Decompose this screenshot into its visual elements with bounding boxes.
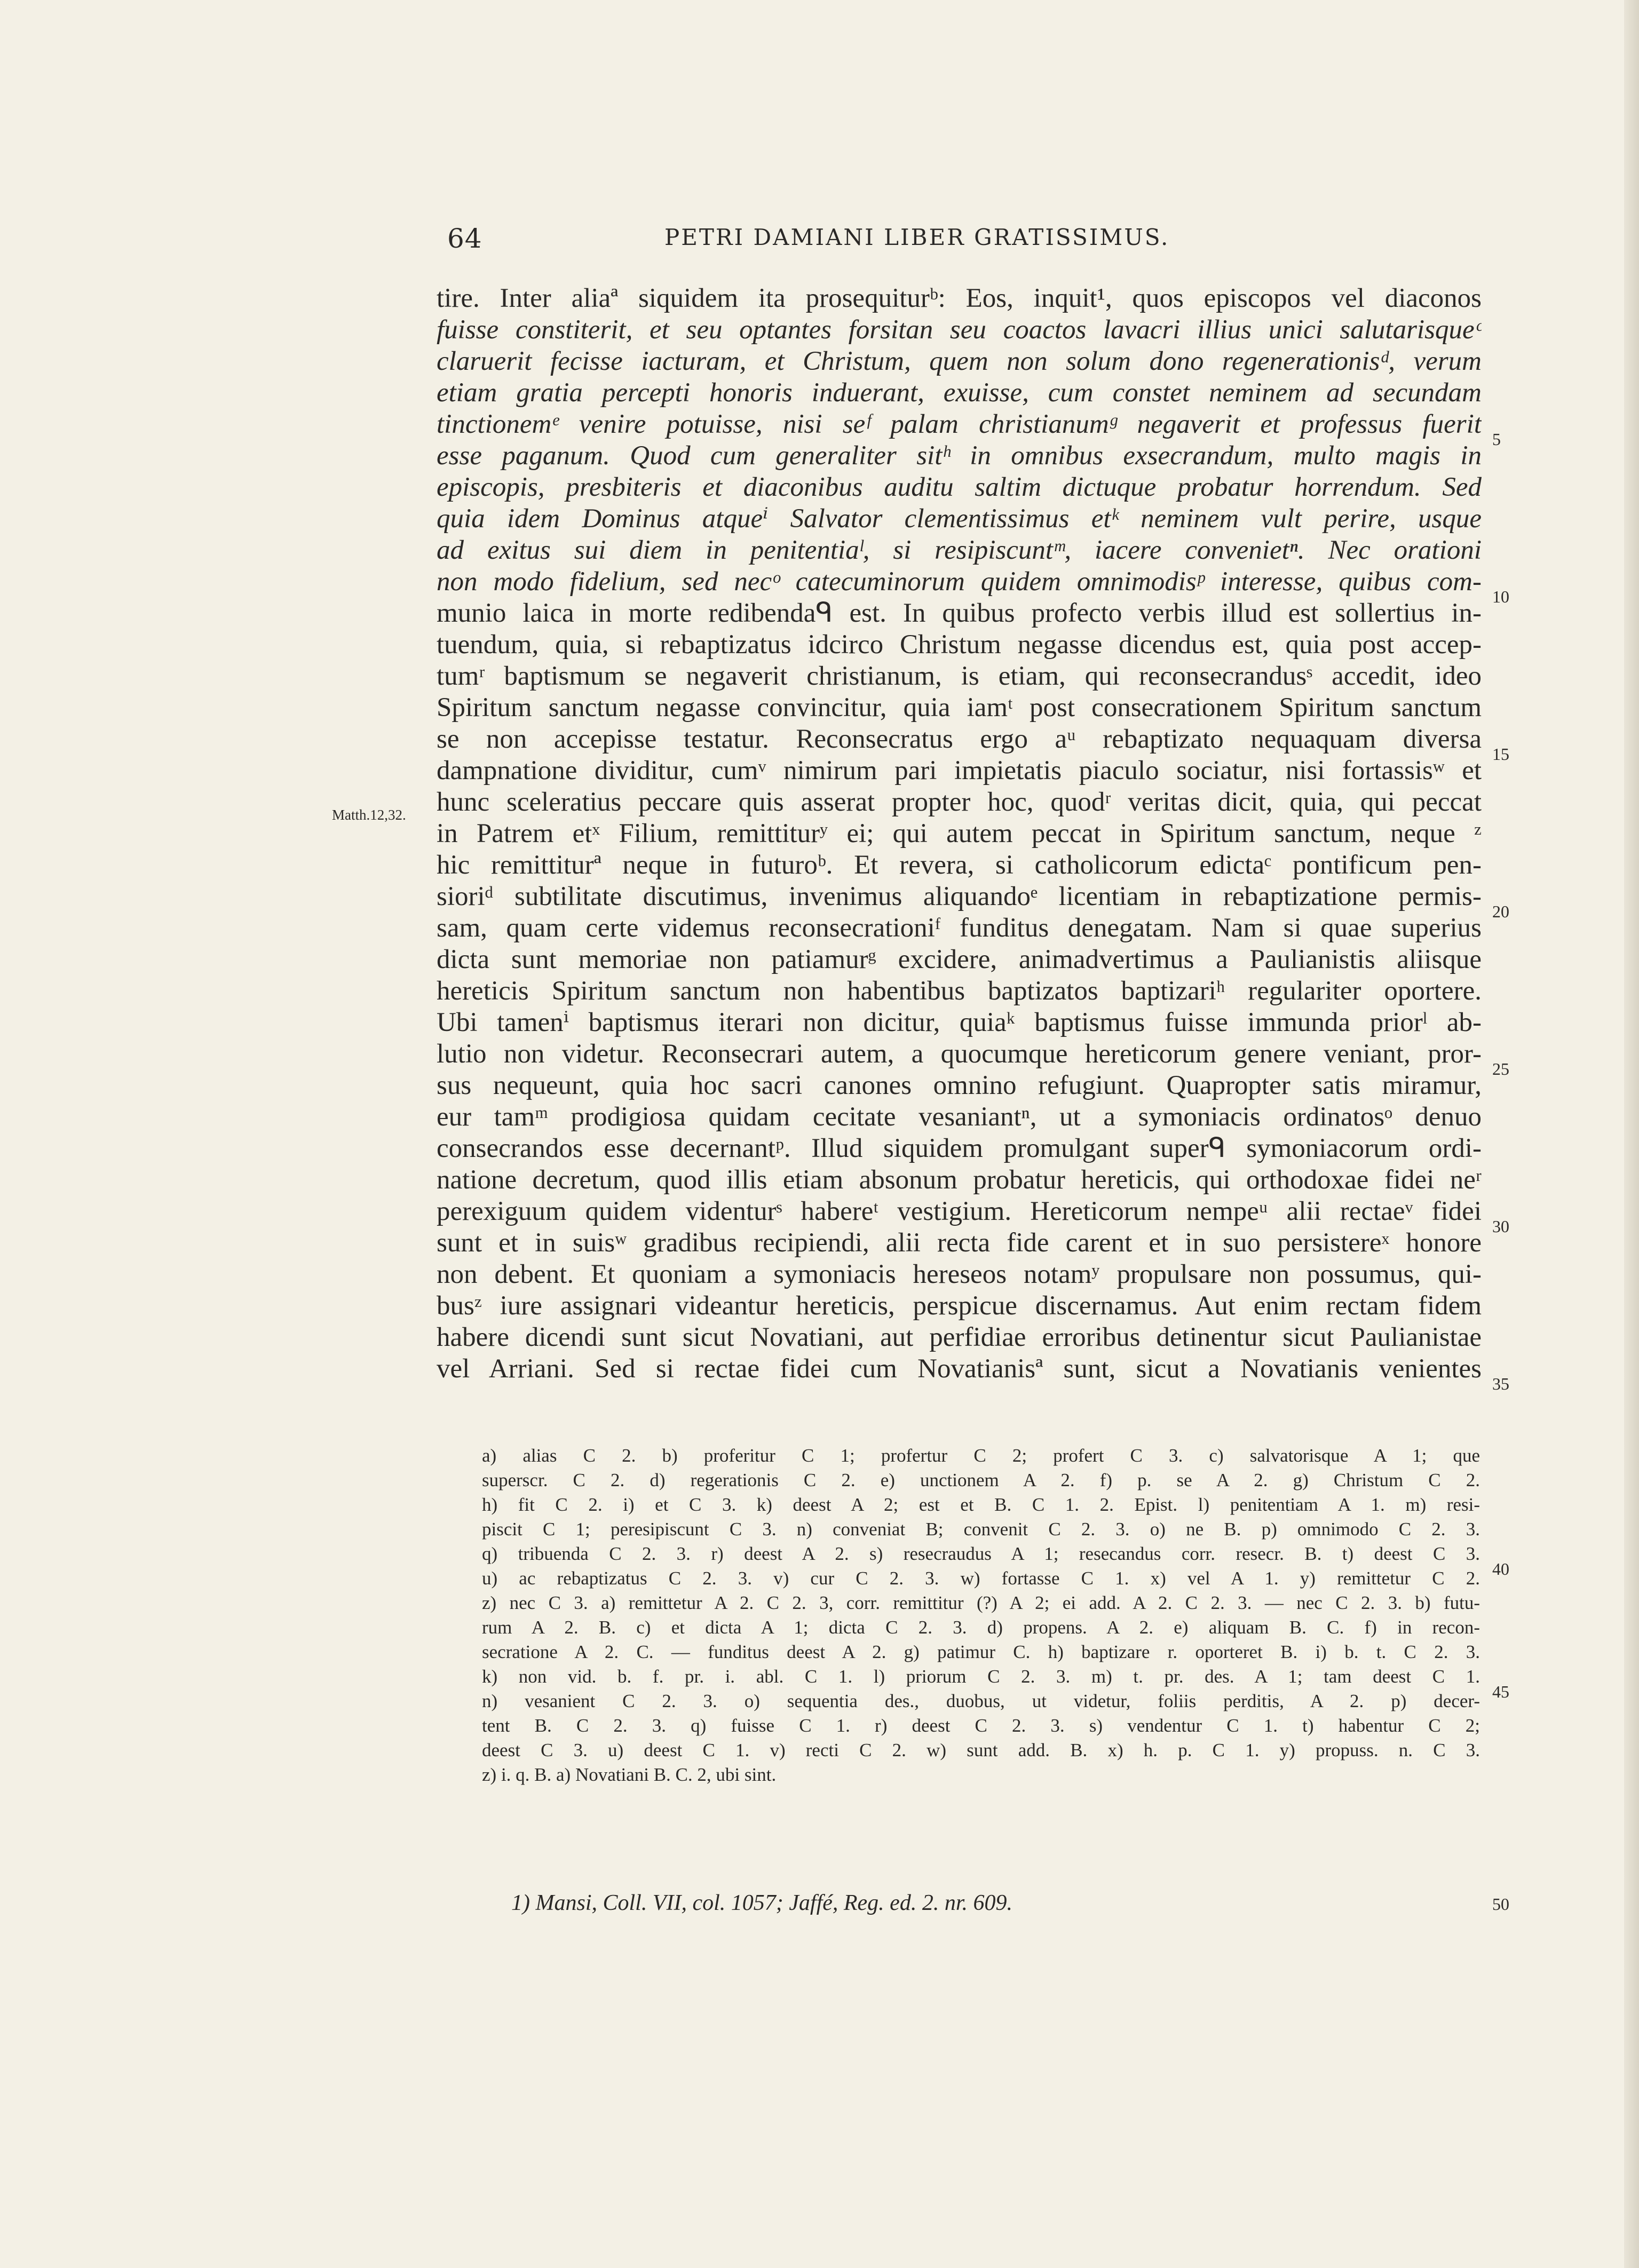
text-line: sam, quam certe videmus reconsecrationiᶠ funditus denegatam. Nam si quae superius — [437, 913, 1482, 943]
text-line: consecrandos esse decernantᵖ. Illud siquidem promulgant superᑫ symoniacorum ordi- — [437, 1133, 1482, 1163]
text-line: tumʳ baptismum se negaverit christianum, is etiam, qui reconsecrandusˢ accedit, ideo — [437, 661, 1482, 691]
line-number: 25 — [1492, 1059, 1509, 1079]
page-number: 64 — [447, 223, 482, 254]
text-line: busᶻ iure assignari videantur hereticis, perspicue discernamus. Aut enim rectam fidem — [437, 1291, 1482, 1321]
running-head: PETRI DAMIANI LIBER GRATISSIMUS. — [664, 224, 1170, 250]
main-text — [437, 283, 1482, 1385]
text-line: Spiritum sanctum negasse convincitur, quia iamᵗ post consecrationem Spiritum sanctum — [437, 693, 1482, 723]
text-line: dicta sunt memoriae non patiamurᵍ excidere, animadvertimus a Paulianistis aliisque — [437, 945, 1482, 974]
text-line: vel Arriani. Sed si rectae fidei cum Novatianisª sunt, sicut a Novatianis venientes — [437, 1354, 1482, 1384]
text-line: eur tamᵐ prodigiosa quidam cecitate vesaniantⁿ, ut a symoniacis ordinatosᵒ denuo — [437, 1102, 1482, 1132]
text-line: fuisse constiterit, et seu optantes forsitan seu coactos lavacri illius unici salutarisqueᶜ — [437, 315, 1482, 345]
text-line: Ubi tamenⁱ baptismus iterari non dicitur, quiaᵏ baptismus fuisse immunda priorˡ ab- — [437, 1008, 1482, 1037]
apparatus-line: a) alias C 2. b) proferitur C 1; profertur C 2; profert C 3. c) salvatorisque A 1; que — [482, 1445, 1480, 1466]
apparatus-line: rum A 2. B. c) et dicta A 1; dicta C 2. 3. d) propens. A 2. e) aliquam B. C. f) in recon- — [482, 1617, 1480, 1638]
line-number: 50 — [1492, 1894, 1509, 1914]
apparatus-line: k) non vid. b. f. pr. i. abl. C 1. l) priorum C 2. 3. m) t. pr. des. A 1; tam deest C 1. — [482, 1666, 1480, 1687]
apparatus-line: piscit C 1; peresipiscunt C 3. n) conveniat B; convenit C 2. 3. o) ne B. p) omnimodo C 2. 3. — [482, 1519, 1480, 1540]
text-line: lutio non videtur. Reconsecrari autem, a quocumque hereticorum genere veniant, pror- — [437, 1039, 1482, 1069]
text-line: se non accepisse testatur. Reconsecratus ergo aᵘ rebaptizato nequaquam diversa — [437, 724, 1482, 754]
text-line: munio laica in morte redibendaᑫ est. In quibus profecto verbis illud est sollertius in- — [437, 598, 1482, 628]
apparatus-line: superscr. C 2. d) regerationis C 2. e) unctionem A 2. f) p. se A 2. g) Christum C 2. — [482, 1470, 1480, 1490]
margin-reference: Matth.12,32. — [332, 807, 406, 823]
line-number: 40 — [1492, 1559, 1509, 1579]
line-number: 10 — [1492, 587, 1509, 606]
apparatus-line: h) fit C 2. i) et C 3. k) deest A 2; est et B. C 1. 2. Epist. l) penitentiam A 1. m) resi- — [482, 1494, 1480, 1515]
text-line: in Patrem etˣ Filium, remittiturʸ ei; qui autem peccat in Spiritum sanctum, neque ᶻ — [437, 819, 1482, 848]
text-line: habere dicendi sunt sicut Novatiani, aut perfidiae erroribus detinentur sicut Paulianistae — [437, 1322, 1482, 1352]
text-line: non modo fidelium, sed necᵒ catecuminorum quidem omnimodisᵖ interesse, quibus com- — [437, 567, 1482, 597]
text-line: tire. Inter aliaª siquidem ita prosequiturᵇ: Eos, inquit¹, quos episcopos vel diaconos — [437, 283, 1482, 313]
line-number: 45 — [1492, 1682, 1509, 1701]
text-line: tuendum, quia, si rebaptizatus idcirco Christum negasse dicendus est, quia post accep- — [437, 630, 1482, 660]
text-line: hic remittiturª neque in futuroᵇ. Et revera, si catholicorum edictaᶜ pontificum pen- — [437, 850, 1482, 880]
apparatus-line: u) ac rebaptizatus C 2. 3. v) cur C 2. 3. w) fortasse C 1. x) vel A 1. y) remittetur C 2. — [482, 1568, 1480, 1589]
text-line: quia idem Dominus atqueⁱ Salvator clementissimus etᵏ neminem vult perire, usque — [437, 504, 1482, 534]
apparatus-line: deest C 3. u) deest C 1. v) recti C 2. w) sunt add. B. x) h. p. C 1. y) propuss. n. C 3. — [482, 1740, 1480, 1761]
apparatus-line: q) tribuenda C 2. 3. r) deest A 2. s) resecraudus A 1; resecandus corr. resecr. B. t) deest C 3. — [482, 1543, 1480, 1564]
apparatus-line: tent B. C 2. 3. q) fuisse C 1. r) deest C 2. 3. s) vendentur C 1. t) habentur C 2; — [482, 1715, 1480, 1736]
apparatus-line: z) i. q. B. a) Novatiani B. C. 2, ubi sint. — [482, 1764, 777, 1785]
text-line: hunc sceleratius peccare quis asserat propter hoc, quodʳ veritas dicit, quia, qui peccat — [437, 787, 1482, 817]
text-line: episcopis, presbiteris et diaconibus auditu saltim dictuque probatur horrendum. Sed — [437, 472, 1482, 502]
text-line: sioriᵈ subtilitate discutimus, invenimus aliquandoᵉ licentiam in rebaptizatione permis- — [437, 882, 1482, 911]
text-line: tinctionemᵉ venire potuisse, nisi seᶠ palam christianumᵍ negaverit et professus fuerit — [437, 409, 1482, 439]
text-line: sus nequeunt, quia hoc sacri canones omnino refugiunt. Quapropter satis miramur, — [437, 1070, 1482, 1100]
critical-apparatus — [482, 1444, 1480, 1787]
line-number: 35 — [1492, 1374, 1509, 1393]
apparatus-line: n) vesanient C 2. 3. o) sequentia des., duobus, ut videtur, foliis perditis, A 2. p) decer- — [482, 1691, 1480, 1711]
text-line: natione decretum, quod illis etiam absonum probatur hereticis, qui orthodoxae fidei neʳ — [437, 1165, 1482, 1195]
source-footnote: 1) Mansi, Coll. VII, col. 1057; Jaffé, Reg. ed. 2. nr. 609. — [511, 1891, 1013, 1915]
text-line: perexiguum quidem videnturˢ habereᵗ vestigium. Hereticorum nempeᵘ alii rectaeᵛ fidei — [437, 1196, 1482, 1226]
text-line: non debent. Et quoniam a symoniacis hereseos notamʸ propulsare non possumus, qui- — [437, 1259, 1482, 1289]
line-number: 5 — [1492, 430, 1501, 449]
text-line: esse paganum. Quod cum generaliter sitʰ in omnibus exsecrandum, multo magis in — [437, 441, 1482, 471]
apparatus-line: z) nec C 3. a) remittetur A 2. C 2. 3, corr. remittitur (?) A 2; ei add. A 2. C 2. 3. — nec C 2. 3. b) futu- — [482, 1592, 1480, 1613]
line-number: 20 — [1492, 902, 1509, 921]
text-line: etiam gratia percepti honoris induerant, exuisse, cum constet neminem ad secundam — [437, 378, 1482, 408]
text-line: hereticis Spiritum sanctum non habentibus baptizatos baptizariʰ regulariter oportere. — [437, 976, 1482, 1006]
apparatus-line: secratione A 2. C. — funditus deest A 2. g) patimur C. h) baptizare r. oporteret B. i) b. t. C 2. 3. — [482, 1641, 1480, 1662]
text-line: dampnatione dividitur, cumᵛ nimirum pari impietatis piaculo sociatur, nisi fortassisʷ et — [437, 756, 1482, 786]
text-line: claruerit fecisse iacturam, et Christum, quem non solum dono regenerationisᵈ, verum — [437, 346, 1482, 376]
line-number: 30 — [1492, 1217, 1509, 1236]
line-number: 15 — [1492, 744, 1509, 764]
text-line: sunt et in suisʷ gradibus recipiendi, alii recta fide carent et in suo persistereˣ honore — [437, 1228, 1482, 1258]
page-edge — [1624, 0, 1639, 2268]
text-line: ad exitus sui diem in penitentiaˡ, si resipiscuntᵐ, iacere convenietⁿ. Nec orationi — [437, 535, 1482, 565]
